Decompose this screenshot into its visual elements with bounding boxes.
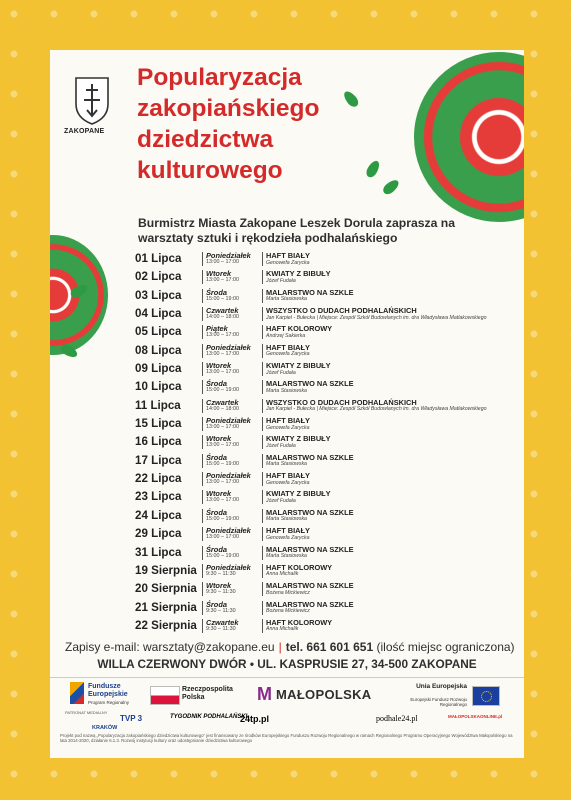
folk-flower-ornament-top-right [414,52,524,222]
row-divider [202,490,203,504]
workshop-host: Marta Stasiowska [266,296,307,303]
schedule-day: Środa [206,507,227,517]
row-divider [262,344,263,358]
schedule-date: 22 Lipca [135,472,182,486]
schedule-time: 15:00 – 19:00 [206,387,239,394]
poland-flag-icon [150,686,180,705]
row-divider [202,325,203,339]
schedule-date: 22 Sierpnia [135,618,197,632]
schedule-date: 17 Lipca [135,453,182,467]
workshop-host: Marta Stasiowska [266,516,307,523]
schedule-time: 9:30 – 11:30 [206,625,236,632]
crest-label: ZAKOPANE [64,128,105,135]
schedule-day: Poniedziałek [206,251,251,260]
row-divider [262,307,263,321]
schedule-date: 03 Lipca [135,288,182,302]
schedule-time: 13:00 – 17:00 [206,497,239,504]
schedule-time: 13:00 – 17:00 [206,350,239,357]
schedule-time: 14:00 – 18:00 [206,314,239,321]
schedule-day: Środa [206,287,227,297]
fe-sub: Program Regionalny [88,700,130,705]
fe-logo-text [88,683,128,699]
schedule-date: 08 Lipca [135,343,182,357]
schedule-row [135,268,515,286]
phone-text: tel. 661 601 651 [285,640,374,654]
schedule-time: 15:00 – 19:00 [206,460,239,467]
tygodnik-podhalanski-logo: TYGODNIK PODHALAŃSKI [170,714,248,720]
workshop-host: Józef Fudała [266,369,296,376]
media-logos [50,709,524,729]
workshop-name: HAFT BIAŁY [266,251,310,260]
workshop-name: WSZYSTKO O DUDACH PODHALAŃSKICH [266,397,417,407]
workshop-host: Genowefa Zarycka [266,259,310,266]
schedule-date: 10 Lipca [135,380,182,394]
workshop-name: HAFT KOLOROWY [266,617,333,627]
schedule-row [135,507,515,525]
schedule-row [135,470,515,488]
row-divider [262,582,263,596]
workshop-host: Anna Michalik [266,571,299,578]
schedule-day: Środa [206,544,227,554]
schedule-day: Środa [206,452,227,462]
schedule-time: 9:30 – 11:30 [206,589,236,596]
schedule-row [135,305,515,323]
tvp3-logo: TVP 3 [120,714,143,723]
row-divider [262,435,263,449]
schedule-date: 24 Lipca [135,508,182,522]
schedule-day: Poniedziałek [206,562,251,572]
workshop-host: Genowefa Zarycka [266,534,310,541]
workshop-name: MALARSTWO NA SZKLE [266,379,354,389]
schedule-time: 15:00 – 19:00 [206,552,239,559]
workshop-host: Marta Stasiowska [266,387,307,394]
schedule-date: 23 Lipca [135,490,182,504]
workshop-name: KWIATY Z BIBUŁY [266,361,331,371]
row-divider [262,454,263,468]
workshop-host: Józef Fudała [266,497,296,504]
row-divider [262,619,263,633]
schedule-day: Czwartek [206,617,239,627]
row-divider [262,527,263,541]
schedule-row [135,488,515,506]
capacity-note: (ilość miejsc ograniczona) [376,640,515,654]
schedule-day: Poniedziałek [206,471,251,481]
schedule-date: 01 Lipca [135,252,182,265]
podhale24-logo: podhale24.pl [376,714,418,723]
schedule-row [135,525,515,543]
schedule-row [135,599,515,617]
row-divider [262,325,263,339]
row-divider [202,362,203,376]
row-divider [262,472,263,486]
schedule-time: 13:00 – 17:00 [206,479,239,486]
workshop-host: Józef Fudała [266,277,296,284]
workshop-name: HAFT KOLOROWY [266,562,333,572]
schedule-row [135,562,515,580]
malopolska-text: MAŁOPOLSKA [276,687,372,702]
ue-sub: Europejski Fundusz Rozwoju Regionalnego [410,697,467,707]
schedule-time: 13:00 – 17:00 [206,259,239,265]
workshop-name: HAFT BIAŁY [266,526,310,536]
fe-line1: Fundusze [88,683,121,690]
krakow-logo: KRAKÓW [92,725,118,731]
schedule-day: Poniedziałek [206,342,251,352]
row-divider [262,546,263,560]
email-text: Zapisy e-mail: warsztaty@zakopane.eu [65,640,275,654]
schedule-time: 13:00 – 17:00 [206,369,239,376]
row-divider [202,564,203,578]
row-divider [262,417,263,431]
workshop-host: Genowefa Zarycka [266,351,310,358]
workshop-name: HAFT BIAŁY [266,416,310,426]
row-divider [202,252,203,266]
schedule-day: Wtorek [206,489,232,499]
schedule-row [135,378,515,396]
eu-flag-icon [472,686,500,706]
row-divider [202,399,203,413]
row-divider [262,289,263,303]
workshop-host: Bożena Mickiewicz [266,608,310,615]
poster-intro: Burmistrz Miasta Zakopane Leszek Dorula zaprasza na warsztaty sztuki i rękodzieła podhalańskiego [138,216,455,245]
workshop-name: HAFT KOLOROWY [266,324,333,334]
row-divider [262,399,263,413]
workshop-host: Marta Stasiowska [266,553,307,559]
schedule-time: 13:00 – 17:00 [206,277,239,284]
schedule-list [135,250,515,635]
workshop-host: Marta Stasiowska [266,461,307,468]
row-divider [262,270,263,284]
schedule-row [135,323,515,341]
row-divider [262,509,263,523]
schedule-day: Poniedziałek [206,526,251,536]
schedule-day: Czwartek [206,397,239,407]
funding-footnote: Projekt pod nazwą „Popularyzacja zakopiańskiego dziedzictwa kulturowego” jest finansowany ze środków Europejskiego Funduszu Rozwoju Regionalnego w ramach Regionalnego Programu Operacyjnego Województwa Małopolskiego na lata 2014-2020, działanie 6.1.3. Rozwój instytucji kultury oraz udostępnianie dziedzictwa kulturowego [60,733,513,744]
workshop-name: MALARSTWO NA SZKLE [266,287,354,297]
schedule-date: 09 Lipca [135,362,182,376]
workshop-host: Genowefa Zarycka [266,479,310,486]
schedule-day: Środa [206,599,227,609]
rp-line1: Rzeczpospolita [182,686,233,693]
workshop-name: MALARSTWO NA SZKLE [266,507,354,517]
schedule-time: 13:00 – 17:00 [206,332,239,339]
schedule-row [135,617,515,635]
workshop-name: KWIATY Z BIBUŁY [266,269,331,279]
workshop-host: Bożena Mickiewicz [266,589,310,596]
malopolska-logo-icon: M [257,684,272,704]
poster-title: Popularyzacja zakopiańskiego dziedzictwa kulturowego [137,64,320,184]
schedule-time: 13:00 – 17:00 [206,442,239,449]
workshop-name: KWIATY Z BIBUŁY [266,489,331,499]
workshop-name: HAFT BIAŁY [266,471,310,481]
schedule-row [135,250,515,268]
schedule-time: 15:00 – 19:00 [206,515,239,522]
rp-logo-text [182,686,233,702]
workshop-name: WSZYSTKO O DUDACH PODHALAŃSKICH [266,306,417,316]
ue-text: Unia Europejska [416,683,467,690]
schedule-time: 15:00 – 19:00 [206,295,239,302]
row-divider [202,417,203,431]
schedule-date: 05 Lipca [135,325,182,339]
row-divider [202,472,203,486]
row-divider [262,380,263,394]
workshop-name: MALARSTWO NA SZKLE [266,452,354,462]
schedule-row [135,580,515,598]
workshop-host: Andrzej Sakierka [266,332,306,339]
row-divider [202,582,203,596]
schedule-time: 9:30 – 11:30 [206,570,236,577]
24tp-logo: 24tp.pl [240,714,270,724]
malopolskaonline-logo: MAŁOPOLSKAONLINE.pl [448,714,503,719]
schedule-day: Czwartek [206,306,239,316]
schedule-date: 29 Lipca [135,527,182,541]
venue-address: WILLA CZERWONY DWÓR • UL. KASPRUSIE 27, 34-500 ZAKOPANE [97,657,477,671]
workshop-name: MALARSTWO NA SZKLE [266,544,354,554]
schedule-row [135,397,515,415]
schedule-date: 15 Lipca [135,417,182,431]
row-divider [202,546,203,560]
schedule-row [135,342,515,360]
schedule-row [135,452,515,470]
schedule-date: 21 Sierpnia [135,600,197,614]
contact-line [65,640,515,654]
row-divider [202,454,203,468]
fe-line2: Europejskie [88,691,128,698]
schedule-day: Wtorek [206,269,232,279]
row-divider [262,252,263,266]
schedule-row [135,415,515,433]
contact-separator: | [278,640,282,654]
schedule-time: 9:30 – 11:30 [206,607,236,614]
workshop-host: Anna Michalik [266,626,299,633]
schedule-day: Wtorek [206,434,232,444]
row-divider [202,380,203,394]
workshop-host: Józef Fudała [266,442,296,449]
schedule-day: Poniedziałek [206,416,251,426]
media-patronage-label: PATRONAT MEDIALNY [65,710,108,715]
schedule-day: Piątek [206,324,228,334]
schedule-date: 11 Lipca [135,398,181,412]
schedule-day: Wtorek [206,361,232,371]
row-divider [202,289,203,303]
row-divider [202,435,203,449]
rp-line2: Polska [182,694,205,701]
schedule-date: 31 Lipca [135,545,182,559]
workshop-name: KWIATY Z BIBUŁY [266,434,331,444]
schedule-day: Środa [206,379,227,389]
row-divider [202,619,203,633]
workshop-host: Genowefa Zarycka [266,424,310,431]
zakopane-crest-icon [72,74,112,126]
schedule-row [135,287,515,305]
row-divider [202,509,203,523]
schedule-time: 13:00 – 17:00 [206,534,239,541]
row-divider [262,564,263,578]
workshop-name: HAFT BIAŁY [266,342,310,352]
schedule-day: Wtorek [206,581,232,591]
schedule-row [135,433,515,451]
schedule-date: 16 Lipca [135,435,182,449]
row-divider [262,362,263,376]
row-divider [202,307,203,321]
workshop-host: Jan Karpiel - Bułecka | Miejsce: Zespół Szkół Budowlanych im. dra Władysława Matlakowskiego [266,314,487,321]
schedule-date: 19 Sierpnia [135,563,197,577]
workshop-name: MALARSTWO NA SZKLE [266,581,354,591]
row-divider [202,270,203,284]
sponsor-logos [50,677,524,712]
row-divider [262,601,263,615]
schedule-row [135,360,515,378]
poster [50,50,524,758]
workshop-name: MALARSTWO NA SZKLE [266,599,354,609]
schedule-date: 02 Lipca [135,270,182,284]
row-divider [262,490,263,504]
schedule-date: 04 Lipca [135,307,182,321]
fundusze-europejskie-logo-icon [70,682,84,704]
row-divider [202,344,203,358]
row-divider [202,527,203,541]
schedule-date: 20 Sierpnia [135,582,197,596]
schedule-time: 13:00 – 17:00 [206,424,239,431]
schedule-time: 14:00 – 18:00 [206,405,239,412]
row-divider [202,601,203,615]
workshop-host: Jan Karpiel - Bułecka | Miejsce: Zespół Szkół Budowlanych im. dra Władysława Matlakowskiego [266,406,487,413]
schedule-row [135,544,515,562]
